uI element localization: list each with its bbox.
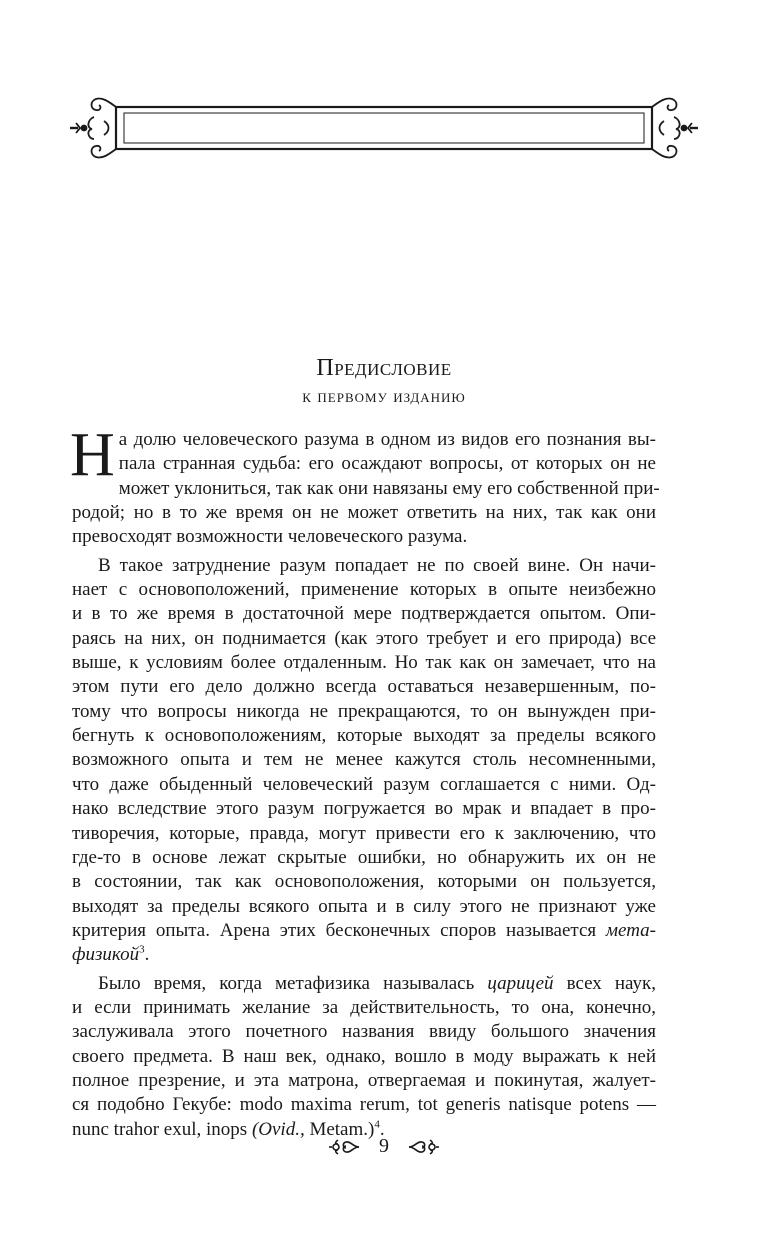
line-text: . (379, 1118, 385, 1140)
text-line: этом пути его дело должно всегда оставаться незавершенным, по- (72, 676, 656, 698)
section-title: Предисловие (316, 355, 452, 381)
text-line: раясь на них, он поднимается (как этого требует и его природа) все (72, 627, 656, 649)
text-line: выходят за пределы всякого опыта и в силу этого не признают уже (72, 895, 656, 917)
footnote-ref-4[interactable]: 4 (374, 1118, 380, 1131)
text-line: и в то же время в достаточной мере подтверждается опытом. Опи- (72, 603, 656, 625)
text-line: в состоянии, так как основоположения, которыми он пользуется, (72, 871, 656, 893)
page-footer (0, 1135, 768, 1158)
paragraph-2 (72, 554, 656, 968)
left-ornament-icon (327, 1136, 361, 1158)
right-flourish-icon (652, 98, 698, 157)
text-line: возможного опыта и тем не менее кажутся столь несомненными, (72, 749, 656, 771)
italic-term: царицей (487, 972, 554, 994)
text-line: что даже обыденный человеческий разум соглашается с ними. Од- (72, 773, 656, 795)
line-text: критерия опыта. Арена этих бесконечных споров называется (72, 919, 606, 941)
ornamental-header-frame (64, 93, 704, 163)
text-line: выше, к условиям более отдаленным. Но так как он замечает, что на (72, 652, 656, 674)
drop-cap: Н (70, 421, 115, 489)
line-text: всех наук, (553, 972, 656, 994)
body-text (70, 421, 660, 1142)
text-line: полное презрение, и эта матрона, отвергаемая и покинутая, жалует- (72, 1069, 656, 1091)
text-line: может уклониться, так как они навязаны ему его собственной при- (118, 477, 660, 499)
ornamental-frame-graphic (64, 93, 704, 163)
text-line: тиворечия, которые, правда, могут привести его к заключению, что (72, 822, 656, 844)
page-number: 9 (379, 1135, 389, 1157)
text-line: своего предмета. В наш век, однако, вошло в моду выражать к ней (72, 1045, 656, 1067)
text-line: В такое затруднение разум попадает не по своей вине. Он начи- (98, 554, 656, 576)
italic-term: физикой (72, 944, 140, 966)
line-text: nunc trahor exul, inops (72, 1118, 252, 1140)
text-line: превосходят возможности человеческого разума. (72, 526, 468, 548)
text-line (72, 919, 656, 943)
italic-term: (Ovid., (251, 1118, 305, 1140)
text-line: нако вследствие этого разум погружается во мрак и впадает в про- (72, 798, 656, 820)
text-line: нает с основоположений, применение которых в опыте неизбежно (72, 579, 656, 601)
paragraph-1 (70, 421, 660, 550)
text-line (72, 943, 656, 967)
text-line: родой; но в то же время он не может ответить на них, так как они (72, 502, 656, 524)
text-line: ся подобно Гекубе: modo maxima rerum, tot generis natisque potens — (72, 1094, 656, 1116)
text-line: бегнуть к основоположениям, которые выходят за пределы всякого (72, 725, 656, 747)
italic-term: мета- (605, 919, 656, 941)
right-ornament-icon (407, 1136, 441, 1158)
text-line: тому что вопросы никогда не прекращаются, то он вынужден при- (72, 700, 656, 722)
line-text: . (144, 944, 150, 966)
text-line: пала странная судьба: его осаждают вопросы, от которых он не (118, 453, 656, 475)
text-line: заслуживала этого почетного названия ввиду большого значения (72, 1021, 656, 1043)
text-line: где-то в основе лежат скрытые ошибки, но обнаружить их он не (72, 846, 656, 868)
footnote-ref-3[interactable]: 3 (139, 943, 145, 956)
line-text: Metam.) (304, 1118, 375, 1140)
left-flourish-icon (70, 98, 116, 157)
section-subtitle: к первому изданию (302, 386, 466, 406)
line-text: Было время, когда метафизика называлась (98, 972, 488, 994)
text-line: и если принимать желание за действительность, то она, конечно, (72, 996, 656, 1018)
text-line: а долю человеческого разума в одном из видов его познания вы- (118, 429, 656, 450)
text-line (72, 972, 656, 996)
paragraph-3 (72, 972, 656, 1142)
